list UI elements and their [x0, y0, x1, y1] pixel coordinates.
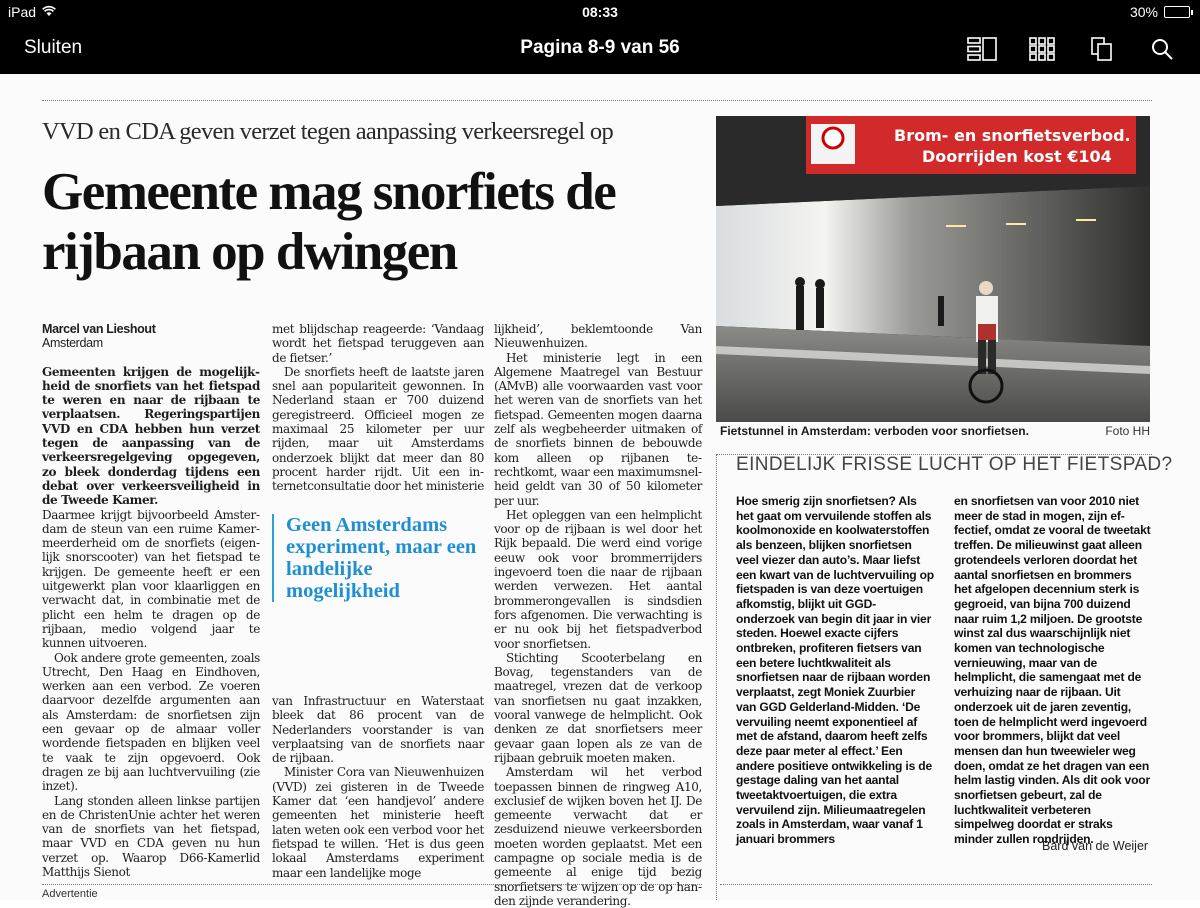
article-kicker: VVD en CDA geven verzet tegen aanpassing verkeersregel op	[42, 118, 614, 145]
article-column-3	[494, 322, 702, 908]
paragraph: Amsterdam wil het verbod toepassen binnen de ringweg A10, exclusief de wijken boven het IJ. De gemeente verwacht dat er zesduizend nieuwe verkeersborden moeten worden geplaatst. Met een campagne op sociale media is de gemeente al enige tijd bezig snorfietsers te wijzen op de op handen zijnde verandering.	[494, 765, 702, 908]
paragraph: met blijdschap reageerde: ‘Vandaag wordt het fietspad teruggeven aan de fietser.’	[272, 322, 484, 365]
photo-caption: Fietstunnel in Amsterdam: verboden voor snorfietsen.	[720, 424, 1029, 438]
byline-place: Amsterdam	[42, 336, 103, 351]
banner-line-2: Doorrijden kost €104	[922, 147, 1112, 166]
photo-credit: Foto HH	[1105, 424, 1150, 438]
article-photo	[716, 116, 1150, 422]
page-indicator: Pagina 8-9 van 56	[520, 37, 680, 58]
bottom-rule	[42, 884, 702, 885]
paragraph: Het opleggen van een helmplicht voor op de rijbaan is wel door het Rijk bepaald. Die werd eind vorige eeuw ook voor brommerrijders ingevoerd toen die naar de rijbaan werden verwezen. Het aantal brommerongevallen is sindsdien fors afgenomen. Die verwachting is er nu ook bij het fietspadverbod voor snorfietsen.	[494, 507, 702, 651]
newspaper-page	[0, 74, 1200, 908]
battery-icon	[1164, 6, 1190, 18]
top-rule	[42, 100, 1152, 101]
article-column-1	[42, 322, 260, 879]
article-column-2-top	[272, 322, 484, 494]
article-column-2-bottom	[272, 694, 484, 880]
byline-author: Marcel van Lieshout	[42, 322, 156, 336]
sidebar-column-2: en snorfietsen van voor 2010 niet meer de stad in mogen, zijn effectief, omdat ze vooral de tweetakt treffen. De milieuwinst gaat alleen grotendeels verloren doordat het aantal snorfietsen en brommers het afgelopen decennium sterk is gegroeid, van bijna 700 duizend naar ruim 1,2 miljoen. De grootste winst zal dus waarschijnlijk niet komen van technologische vernieuwing, maar van de helmplicht, die samengaat met de verhuizing naar de rijbaan. Uit onderzoek uit de jaren zeventig, toen de helmplicht werd ingevoerd voor brommers, blijkt dat veel mensen dan hun tweewieler weg doen, omdat ze het dragen van een helm lastig vinden. Als dit ook voor snorfietsen gebeurt, zal de luchtkwaliteit verbeteren simpelweg doordat er straks minder zullen rondrijden.	[954, 494, 1151, 847]
paragraph: van Infrastructuur en Waterstaat bleek dat 86 procent van de Nederlanders voorstander is van verplaatsing van de snorfiets naar de rijbaan.	[272, 694, 484, 766]
device-label: iPad	[8, 4, 37, 20]
battery-percent: 30%	[1129, 4, 1158, 20]
sidebar-column-1: Hoe smerig zijn snorfietsen? Als het gaat om vervuilende stoffen als koolmonoxide en koolwaterstoffen als benzeen, blijken snorfietsen veel viezer dan auto’s. Maar liefst een kwart van de luchtvervuiling op fietspaden is van deze voertuigen afkomstig, blijkt uit GGD-onderzoek van begin dit jaar in vier steden. Hoewel exacte cijfers ontbreken, profiteren fietsers van een betere luchtkwaliteit als snorfietsen naar de rijbaan worden verplaatst, zegt Moniek Zuurbier van GGD Gelderland-Midden. ‘De vervuiling neemt exponentieel af met de afstand, daarom heeft zelfs deze paar meter al effect.’ Een andere positieve ontwikkeling is de gestage daling van het aantal tweetaktvoertuigen, die extra vervuilend zijn. Milieumaatregelen zoals in Amsterdam, waar vanaf 1 januari brommers	[736, 494, 934, 847]
paragraph: Lang stonden alleen linkse partijen en de ChristenUnie achter het weren van de snorfiets van het fietspad, maar VVD en CDA geven nu hun verzet op. Waarop D66-Kamerlid Matthijs Sienot	[42, 793, 260, 879]
sidebar-title: EINDELIJK FRISSE LUCHT OP HET FIETSPAD?	[736, 454, 1173, 475]
paragraph: Minister Cora van Nieuwenhuizen (VVD) zei gisteren in de Tweede Kamer dat ‘een handjevol’ andere gemeenten het ministerie heeft laten weten ook een verbod voor het fietspad te willen. ‘Het is dus geen lokaal Amsterdams experiment maar een landelijke moge	[272, 765, 484, 880]
status-bar	[0, 0, 1200, 24]
paragraph: Het ministerie legt in een Algemene Maatregel van Bestuur (AMvB) alle voorwaarden vast voor het weren van de snorfiets van het fietspad. Gemeenten mogen daarna zelf als wegbeheerder uitmaken of de snorfiets binnen de bebouwde kom alleen op rijbanen terechtkomt, waar een maximumsnelheid geldt van 30 of 50 kilometer per uur.	[494, 350, 702, 508]
pull-quote: Geen Amsterdams experiment, maar een landelijke mogelijkheid	[272, 514, 482, 602]
paragraph: Stichting Scooterbelang en Bovag, tegenstanders van de maatregel, vrezen dat de verkoop van snorfietsen nu gaat inzakken, vooral vanwege de helmplicht. Ook denken ze dat snorfietsers meer gevaar gaan lopen als ze van de rijbaan gebruik moeten maken.	[494, 650, 702, 765]
advert-label: Advertentie	[42, 888, 98, 900]
bottom-rule-right	[720, 884, 1152, 885]
paragraph: Ook andere grote gemeenten, zoals Utrecht, Den Haag en Eindhoven, werken aan een verbod. Ze voeren daarvoor dezelfde argumenten aan als Amsterdam: de snorfietsen zijn een gevaar op de almaar voller wordende fietspaden en blijken veel te vaak te zijn opgevoerd. Ook dragen ze bij aan luchtvervuiling (zie inzet).	[42, 650, 260, 794]
reader-toolbar	[0, 24, 1200, 74]
paragraph: De snorfiets heeft de laatste jaren snel aan populariteit gewonnen. In Nederland staan er 700 duizend geregistreerd. Officieel mogen ze maximaal 25 kilometer per uur rijden, maar uit Amsterdams onderzoek blijkt dat meer dan 80 procent harder rijdt. Uit een internetconsultatie door het ministerie	[272, 364, 485, 494]
page-grid-icon[interactable]	[1026, 36, 1058, 62]
paragraph: lijkheid’, beklemtoonde Van Nieuwenhuizen.	[494, 322, 702, 351]
article-headline: Gemeente mag snorfiets de rijbaan op dwingen	[42, 163, 616, 281]
paragraph: Daarmee krijgt bijvoorbeeld Amsterdam de steun van een ruime Kamermeerderheid om de snorfiets (eigenlijk snorscooter) van het fietspad te krijgen. De gemeente heeft er een uitgewerkt plan voor klaarliggen en verwacht dat, in combinatie met de plicht een helm te dragen op de rijbaan, medio volgend jaar te kunnen uitvoeren.	[42, 507, 260, 651]
sidebar-left-rule	[716, 454, 717, 900]
copy-pages-icon[interactable]	[1086, 36, 1118, 62]
article-list-icon[interactable]	[966, 36, 998, 62]
clock: 08:33	[582, 4, 618, 20]
close-button[interactable]: Sluiten	[24, 37, 83, 58]
sidebar-author: Bard van de Weijer	[1042, 839, 1149, 853]
photo-caption-row	[720, 424, 1152, 438]
banner-line-1: Brom- en snorfietsverbod.	[894, 126, 1131, 145]
search-icon[interactable]	[1146, 36, 1178, 62]
article-lead: Gemeenten krijgen de mogelijkheid de snorfiets van het fietspad te weren en naar de rijbaan te verplaatsen. Regeringspartijen VVD en CDA hebben hun verzet tegen de aanpassing van de verkeersregelgeving opgegeven, zo bleek donderdag tijdens een debat over verkeersveiligheid in de Tweede Kamer.	[42, 364, 260, 508]
